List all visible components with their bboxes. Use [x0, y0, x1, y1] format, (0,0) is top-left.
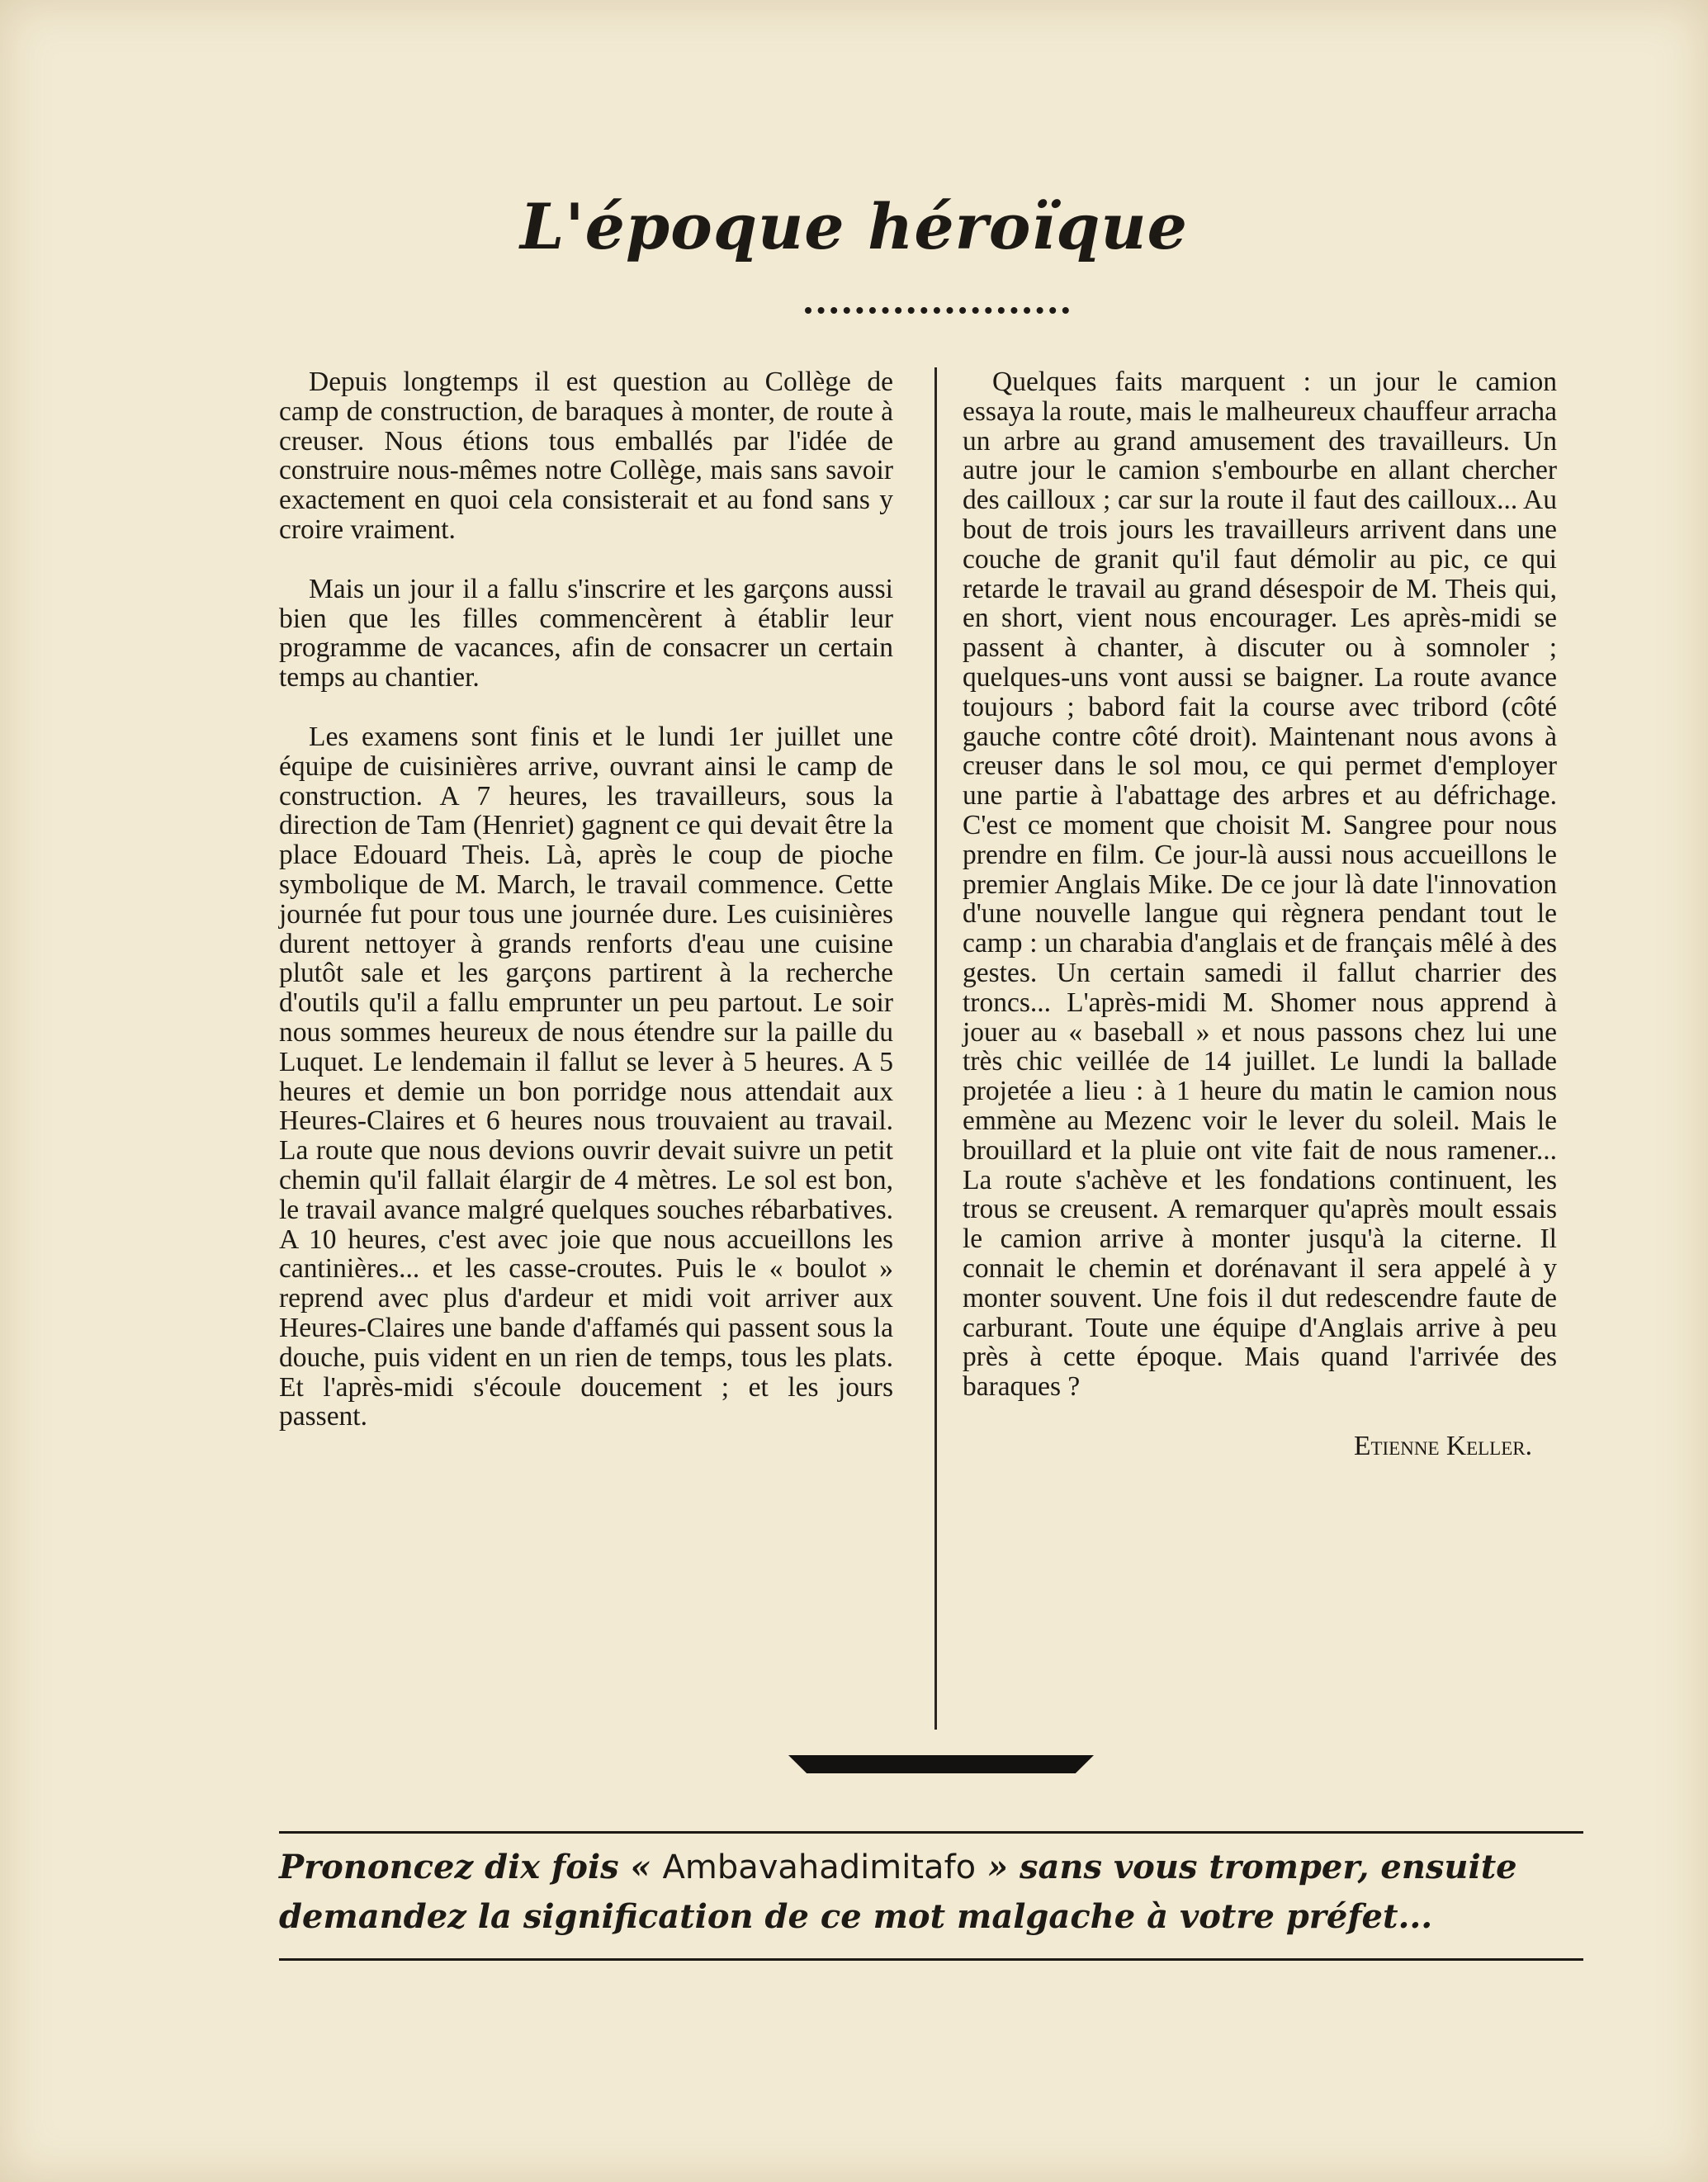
footer-quote: [279, 1843, 1583, 1942]
left-column: [279, 367, 893, 1461]
paragraph: Quelques faits marquent : un jour le camion essaya la route, mais le malheureux chauffeur arracha un arbre au grand amusement des travailleurs. Un autre jour le camion s'embourbe en allant chercher des cailloux ; car sur la route il faut des cailloux... Au bout de trois jours les travailleurs arrivent dans une couche de granit qu'il faut démolir au pic, ce qui retarde le travail au grand désespoir de M. Theis qui, en short, vient nous encourager. Les après-midi se passent à chanter, à discuter ou à somnoler ; quelques-uns vont aussi se baigner. La route avance toujours ; babord fait la course avec tribord (côté gauche contre côté droit). Maintenant nous avons à creuser dans le sol mou, ce qui permet d'employer une partie à l'abattage des arbres et au défrichage. C'est ce moment que choisit M. Sangree pour nous prendre en film. Ce jour-là aussi nous accueillons le premier Anglais Mike. De ce jour là date l'innovation d'une nouvelle langue qui règnera pendant tout le camp : un charabia d'anglais et de français mêlé à des gestes. Un certain samedi il fallut charrier des troncs... L'après-midi M. Shomer nous apprend à jouer au « baseball » et nous passons chez lui une très chic veillée de 14 juillet. Le lundi la ballade projetée a lieu : à 1 heure du matin le camion nous emmène au Mezenc voir le lever du soleil. Mais le brouillard et la pluie ont vite fait de nous ramener... La route s'achève et les fondations continuent, les trous se creusent. A remarquer qu'après moult essais le camion arrive à monter jusqu'à la citerne. Il connait le chemin et dorénavant il sera appelé à y monter souvent. Une fois il dut redescendre faute de carburant. Toute une équipe d'Anglais arrive à peu près à cette époque. Mais quand l'arrivée des baraques ?: [963, 367, 1557, 1403]
column-divider: [934, 367, 937, 1730]
paragraph: Depuis longtemps il est question au Collège de camp de construction, de baraques à monter, de route à creuser. Nous étions tous emballés par l'idée de construire nous-mêmes notre Collège, mais sans savoir exactement en quoi cela consisterait et au fond sans y croire vraiment.: [279, 367, 893, 545]
quote-bottom-rule: [279, 1958, 1583, 1961]
title-ornament-rule: [805, 307, 1069, 314]
quote-top-rule: [279, 1831, 1583, 1834]
quote-text-before: Prononcez dix fois «: [279, 1848, 663, 1886]
end-ornament-banner: [788, 1755, 1094, 1773]
quote-malagasy-word: Ambavahadimitafo: [662, 1848, 977, 1886]
article-title: L'époque héroïque: [519, 190, 1189, 263]
author-signature: Etienne Keller.: [1354, 1430, 1532, 1461]
quote-text-after: » sans vous tromper, ensuite demandez la signification de ce mot malgache à votre préfet...: [279, 1848, 1517, 1936]
paragraph: Mais un jour il a fallu s'inscrire et les garçons aussi bien que les filles commencèrent à établir leur programme de vacances, afin de consacrer un certain temps au chantier.: [279, 573, 893, 693]
paragraph: Les examens sont finis et le lundi 1er juillet une équipe de cuisinières arrive, ouvrant ainsi le camp de construction. A 7 heures, les travailleurs, sous la direction de Tam (Henriet) gagnent ce qui devait être la place Edouard Theis. Là, après le coup de pioche symbolique de M. March, le travail commence. Cette journée fut pour tous une journée dure. Les cuisinières durent nettoyer à grands renforts d'eau une cuisine plutôt sale et les garçons partirent à la recherche d'outils qu'il a fallu emprunter un peu partout. Le soir nous sommes heureux de nous étendre sur la paille du Luquet. Le lendemain il fallut se lever à 5 heures. A 5 heures et demie un bon porridge nous attendait aux Heures-Claires et 6 heures nous trouvaient au travail. La route que nous devions ouvrir devait suivre un petit chemin qu'il fallait élargir de 4 mètres. Le sol est bon, le travail avance malgré quelques souches rébarbatives. A 10 heures, c'est avec joie que nous accueillons les cantinières... et les casse-croutes. Puis le « boulot » reprend avec plus d'ardeur et midi voit arriver aux Heures-Claires une bande d'affamés qui passent sous la douche, puis vident en un rien de temps, tous les plats. Et l'après-midi s'écoule doucement ; et les jours passent.: [279, 721, 893, 1432]
right-column: [963, 367, 1557, 1491]
